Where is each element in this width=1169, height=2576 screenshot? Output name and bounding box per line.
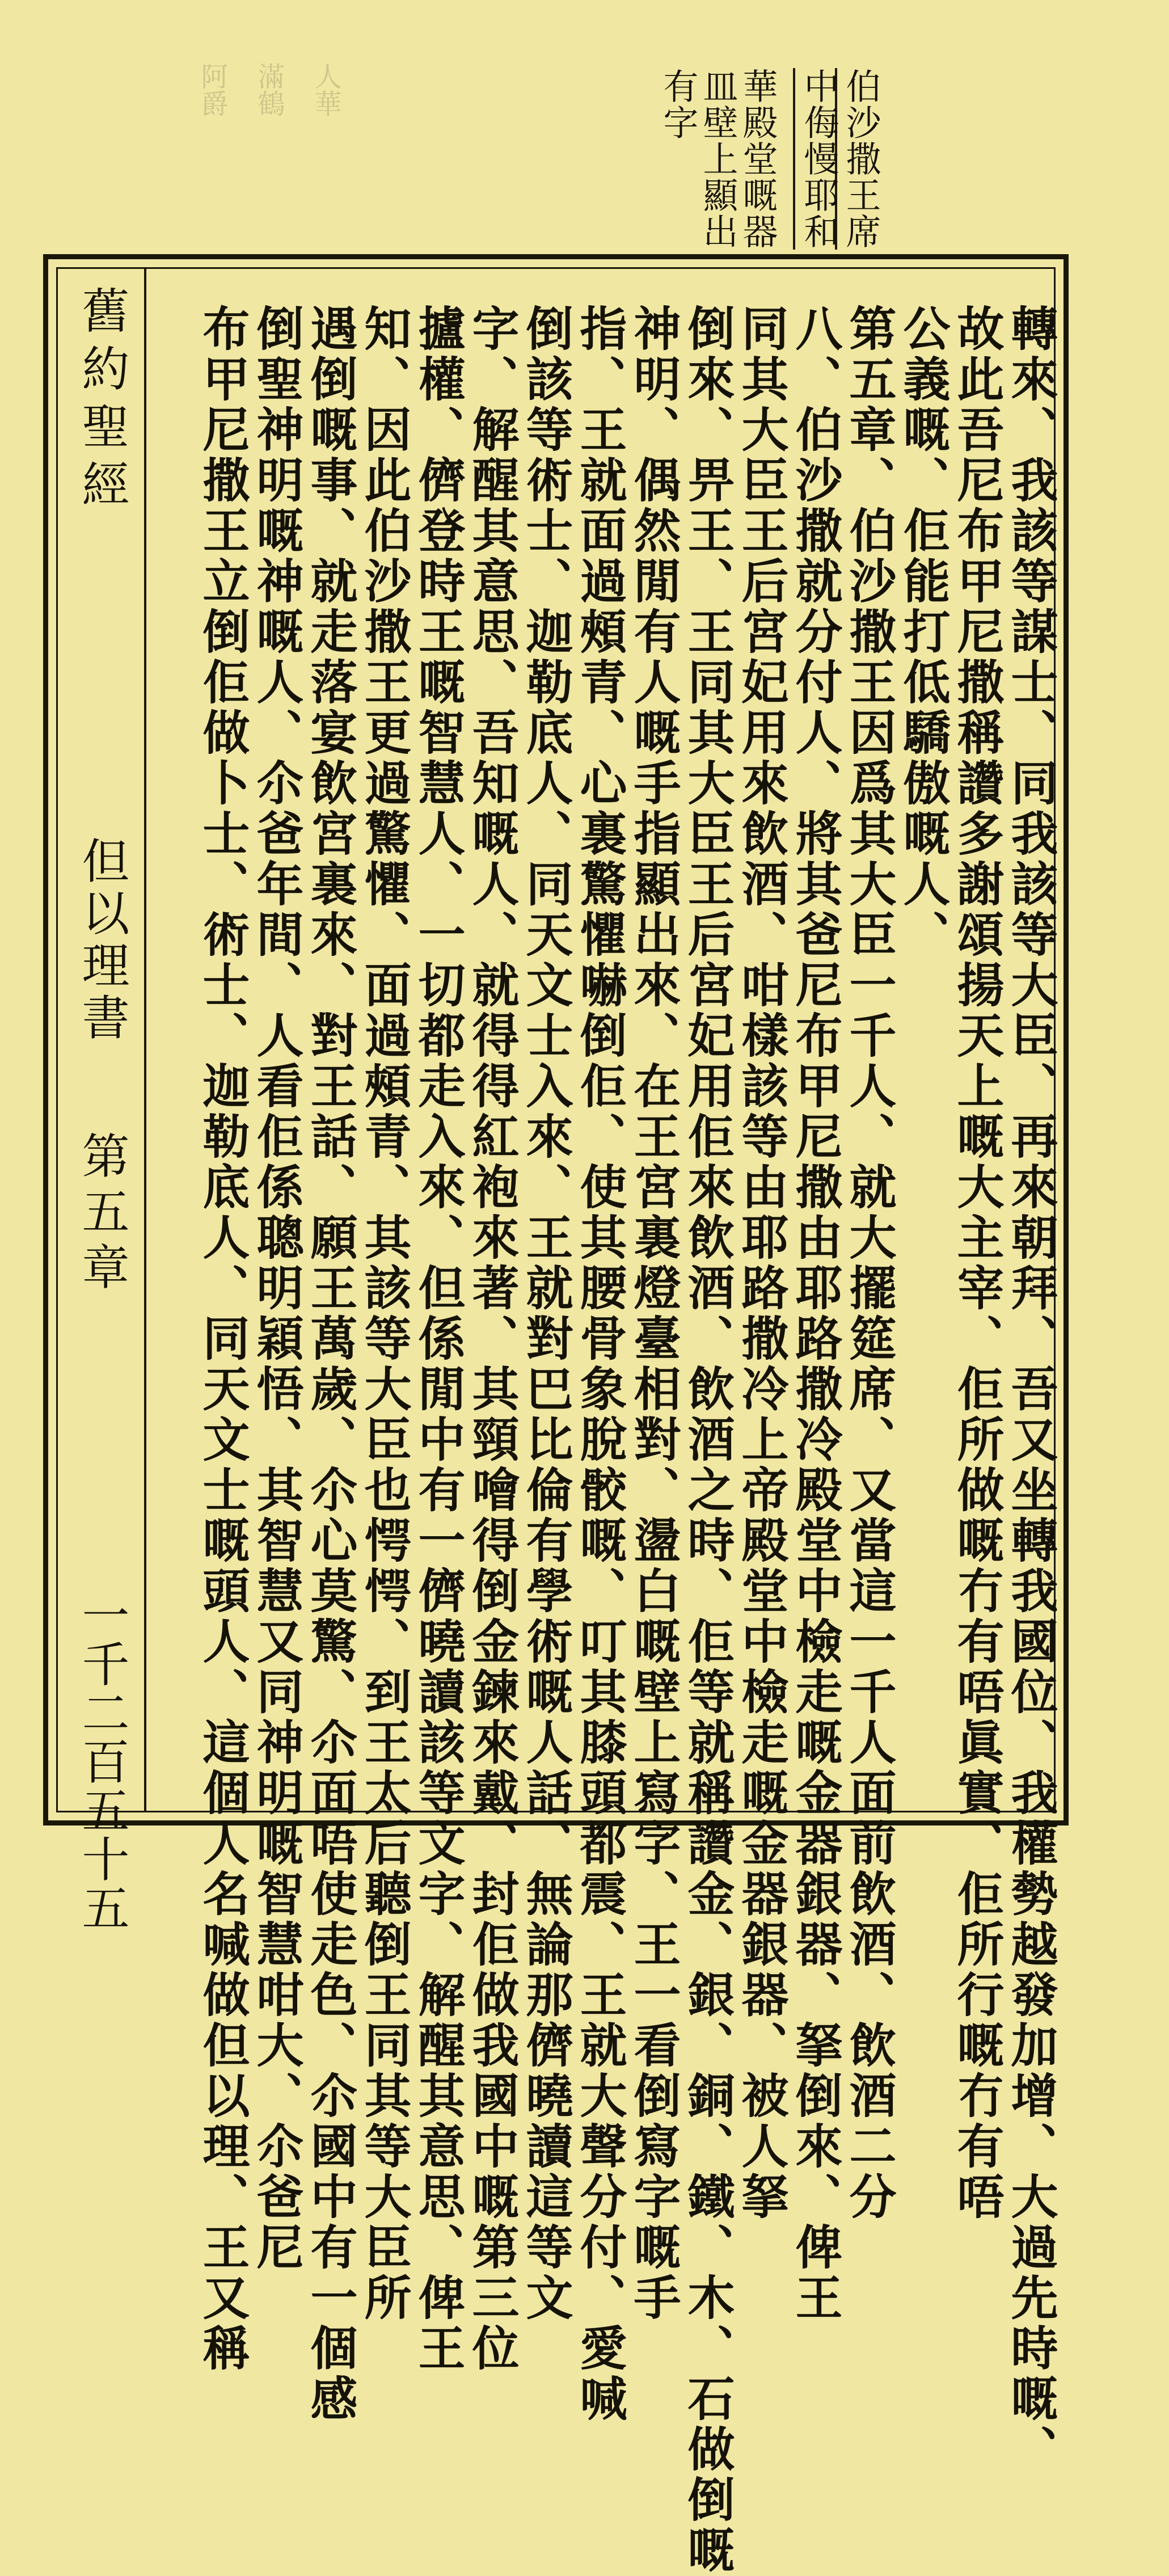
- text-column: 公義嘅、佢能打低驕傲嘅人、: [895, 304, 951, 960]
- page-frame-inner: [56, 267, 1058, 2576]
- header-notes: [652, 68, 879, 261]
- chapter-label: 第五章: [74, 1131, 130, 1298]
- header-note: 伯沙撒王席: [835, 68, 878, 250]
- text-column: 神明、偶然閒有人嘅手指顯出來、在王宮裏燈臺相對、盪白嘅壁上寫字、王一看倒寫字嘅手: [626, 304, 681, 2324]
- text-column: 布甲尼撒王立倒佢做卜士、術士、迦勒底人、同天文士嘅頭人、這個人名喊做但以理、王又稱: [195, 304, 250, 2374]
- text-column: 同其大臣王后宮妃用來飲酒、咁樣該等由耶路撒冷上帝殿堂中檢走嘅金器銀器、被人拏: [733, 304, 789, 2223]
- text-column: 倒該等術士、迦勒底人、同天文士入來、王就對巴比倫有學術嘅人話、無論那儕曉讀這等文: [518, 304, 573, 2324]
- header-note: 華殿堂嘅器: [737, 68, 778, 250]
- text-column: 轉來、我該等謀士、同我該等大臣、再來朝拜、吾又坐轉我國位、我權勢越發加增、大過先時嘅、: [1003, 304, 1058, 2475]
- chapter-heading-column: 第五章、伯沙撒王因爲其大臣一千人、就大擺筵席、又當這一千人面前飲酒、飲酒二分: [841, 304, 897, 2223]
- page-frame: [43, 254, 1069, 2576]
- body-text: [144, 269, 1058, 2576]
- stamp-col: 滿鶴: [253, 62, 285, 117]
- text-column: 倒來、畀王、王同其大臣王后宮妃用佢來飲酒、飲酒之時、佢等就稱讚金、銀、銅、鐵、木、石做倒嘅: [680, 304, 735, 2576]
- text-column: 知、因此伯沙撒王更過驚懼、面過頰青、其該等大臣也愕愕、到王太后聽倒王同其等大臣所: [356, 304, 412, 2324]
- book-subtitle: 但以理書: [74, 836, 130, 1045]
- header-note: 有字: [657, 68, 699, 141]
- text-column: 八、伯沙撒就分付人、將其爸尼布甲尼撒由耶路撒冷殿堂中檢走嘅金器銀器、拏倒來、俾王: [787, 304, 843, 2324]
- stamp-col: 人華: [310, 62, 341, 117]
- text-column: 倒聖神明嘅神嘅人、尒爸年間、人看佢係聰明穎悟、其智慧又同神明嘅智慧咁大、尒爸尼: [248, 304, 304, 2273]
- header-note: 中侮慢耶和: [793, 68, 836, 250]
- header-note: 皿壁上顯出: [697, 68, 738, 250]
- text-column: 故此吾尼布甲尼撒稱讚多謝頌揚天上嘅大主宰、佢所做嘅冇有唔眞實、佢所行嘅冇有唔: [949, 304, 1005, 2223]
- text-column: 遇倒嘅事、就走落宴飲宮裏來、對王話、願王萬歲、尒心莫驚、尒面唔使走色、尒國中有一個感: [302, 304, 358, 2425]
- text-column: 攎權、儕登時王嘅智慧人、一切都走入來、但係閒中有一儕曉讀該等文字、解醒其意思、俾王: [410, 304, 466, 2374]
- text-column: 字、解醒其意思、吾知嘅人、就得得紅袍來著、其頸噲得倒金鍊來戴、封佢做我國中嘅第三位: [464, 304, 520, 2374]
- book-title: 舊約聖經: [74, 286, 130, 517]
- text-column: 指、王就面過頰青、心裏驚懼嚇倒佢、使其腰骨象脫骹嘅、叮其膝頭都震、王就大聲分付、愛喊: [572, 304, 627, 2425]
- bleed-through-stamp: [182, 62, 352, 244]
- page-number: 一千二百五十五: [74, 1591, 130, 1932]
- stamp-col: 阿爵: [196, 62, 228, 117]
- margin-sidebar: [58, 269, 146, 1932]
